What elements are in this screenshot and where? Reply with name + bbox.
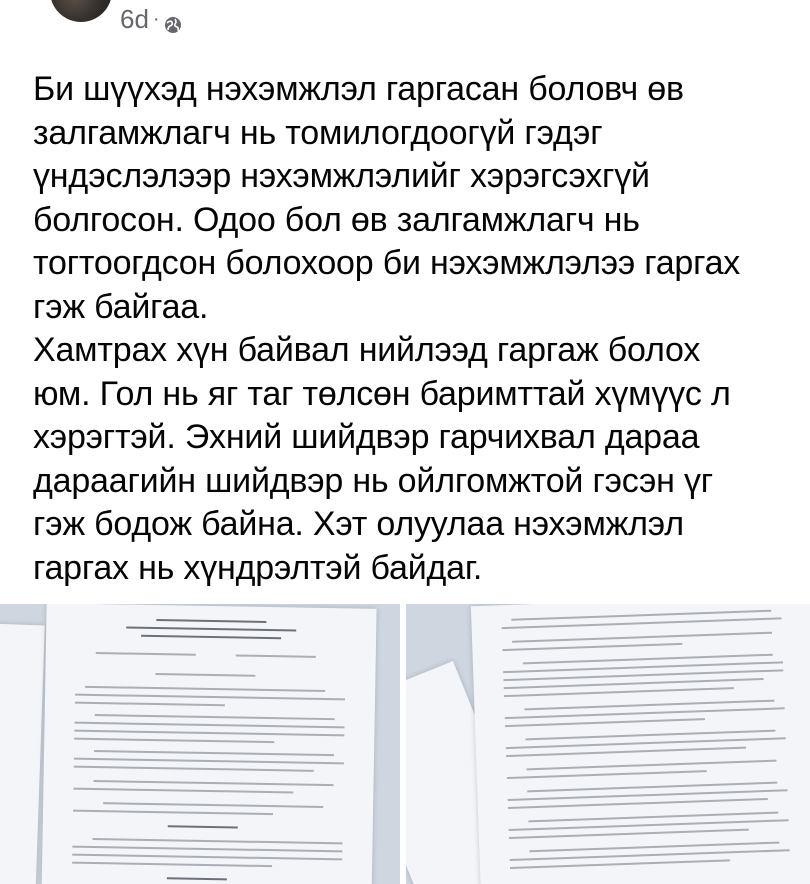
post-timestamp[interactable]: 6d xyxy=(120,3,149,34)
document-photo-right[interactable] xyxy=(406,604,810,884)
post-paragraph-2: Хамтрах хүн байвал нийлээд гаргаж болох юм. Гол нь яг таг төлсөн баримттай хүмүүс л хэрэгтэй. Эхний шийдвэр гарчихвал дараа дараагийн шийдвэр нь ойлгомжтой гэсэн үг гэж бодож байна. Хэт олуулаа нэхэмжлэл гаргах нь хүндрэлтэй байдаг. xyxy=(33,331,731,587)
meta-separator: · xyxy=(152,7,160,30)
post-message xyxy=(33,68,793,590)
background-sheet xyxy=(0,623,45,884)
post-paragraph-1: Би шүүхэд нэхэмжлэл гаргасан боловч өв залгамжлагч нь томилогдоогүй гэдэг үндэслэлээр нэхэмжлэлийг хэрэгсэхгүй болгосон. Одоо бол өв залгамжлагч нь тогтоогдсон болохоор би нэхэмжлэлээ гаргах гэж байгаа. xyxy=(33,70,741,326)
document-sheet xyxy=(41,604,376,884)
photo-grid xyxy=(0,604,810,884)
document-photo-left[interactable] xyxy=(0,604,400,884)
document-sheet xyxy=(471,604,810,884)
avatar[interactable] xyxy=(50,0,112,22)
post-header xyxy=(0,0,810,44)
post-meta xyxy=(120,2,182,36)
globe-icon[interactable] xyxy=(164,10,182,28)
